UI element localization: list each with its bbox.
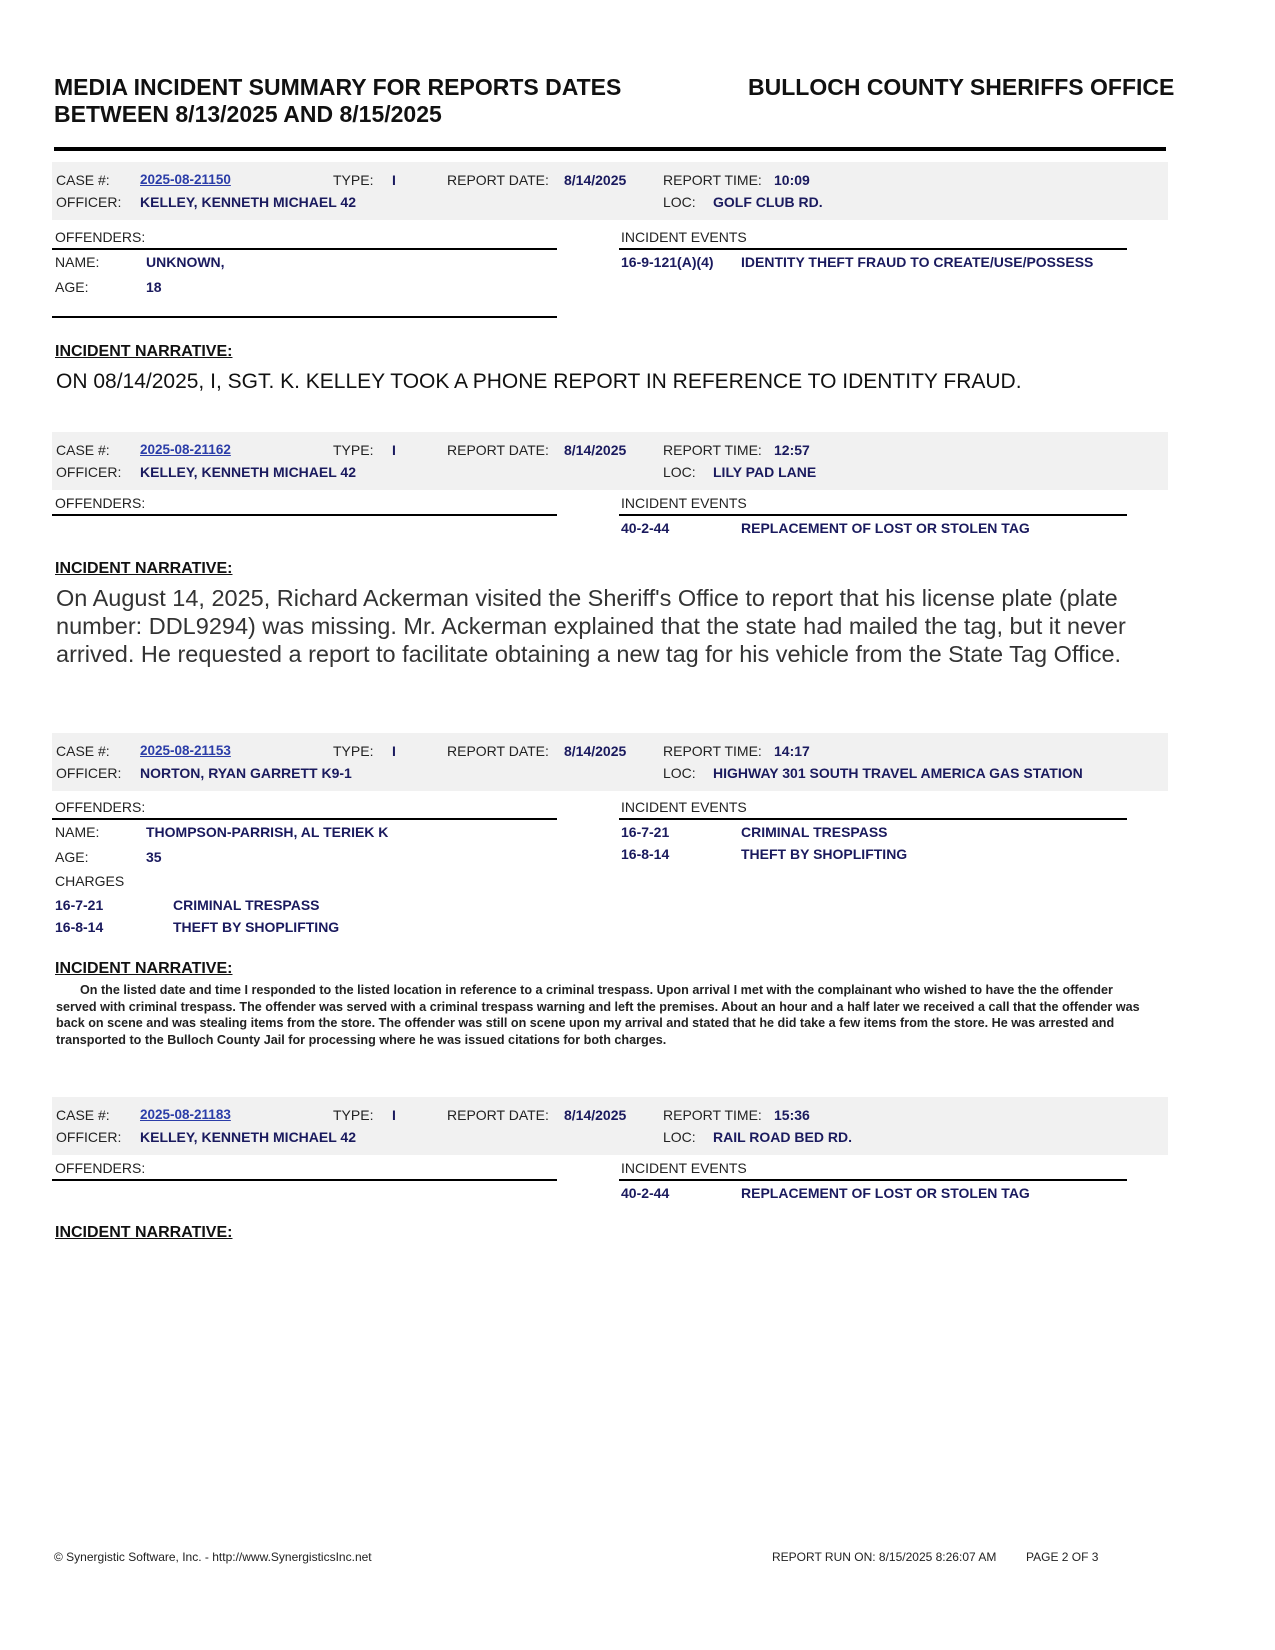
case-label: CASE #: (56, 442, 110, 458)
report-time-label: REPORT TIME: (663, 442, 762, 458)
officer-value: KELLEY, KENNETH MICHAEL 42 (140, 194, 356, 210)
report-time-label: REPORT TIME: (663, 743, 762, 759)
charge-code: 16-7-21 (55, 897, 104, 913)
offenders-label: OFFENDERS: (55, 229, 146, 245)
report-title-line2: BETWEEN 8/13/2025 AND 8/15/2025 (54, 101, 442, 127)
officer-value: KELLEY, KENNETH MICHAEL 42 (140, 464, 356, 480)
incident-events-rule (619, 1179, 1127, 1181)
case-header-band (52, 432, 1168, 490)
case-header-band (52, 162, 1168, 220)
officer-label: OFFICER: (56, 464, 122, 480)
incident-narrative-heading: INCIDENT NARRATIVE: (55, 560, 233, 577)
event-code: 40-2-44 (621, 520, 670, 536)
officer-value: KELLEY, KENNETH MICHAEL 42 (140, 1129, 356, 1145)
event-desc: IDENTITY THEFT FRAUD TO CREATE/USE/POSSESS (741, 254, 1094, 270)
charges-label: CHARGES (55, 873, 125, 889)
type-value: I (392, 442, 396, 458)
loc-label: LOC: (663, 765, 696, 781)
loc-value: RAIL ROAD BED RD. (713, 1129, 852, 1145)
type-label: TYPE: (333, 172, 374, 188)
report-date-value: 8/14/2025 (564, 442, 627, 458)
report-date-value: 8/14/2025 (564, 172, 627, 188)
report-date-label: REPORT DATE: (447, 1107, 549, 1123)
officer-label: OFFICER: (56, 1129, 122, 1145)
loc-label: LOC: (663, 194, 696, 210)
type-value: I (392, 1107, 396, 1123)
event-code: 16-9-121(A)(4) (621, 254, 714, 270)
case-label: CASE #: (56, 743, 110, 759)
offenders-rule (52, 514, 557, 516)
incident-events-rule (619, 818, 1127, 820)
incident-narrative-text: ON 08/14/2025, I, SGT. K. KELLEY TOOK A PHONE REPORT IN REFERENCE TO IDENTITY FRAUD. (56, 370, 1022, 393)
event-code: 16-8-14 (621, 846, 670, 862)
loc-value: LILY PAD LANE (713, 464, 817, 480)
type-label: TYPE: (333, 442, 374, 458)
incident-narrative-heading: INCIDENT NARRATIVE: (55, 1224, 233, 1241)
case-number-link[interactable]: 2025-08-21162 (140, 442, 231, 457)
header-rule (54, 147, 1166, 151)
case-header-band (52, 1097, 1168, 1155)
offenders-rule (52, 248, 557, 250)
officer-label: OFFICER: (56, 765, 122, 781)
report-time-label: REPORT TIME: (663, 172, 762, 188)
case-label: CASE #: (56, 1107, 110, 1123)
event-code: 40-2-44 (621, 1185, 670, 1201)
case-number-link[interactable]: 2025-08-21153 (140, 743, 231, 758)
charge-code: 16-8-14 (55, 919, 104, 935)
case-number-link[interactable]: 2025-08-21183 (140, 1107, 231, 1122)
case-label: CASE #: (56, 172, 110, 188)
offender-name-label: NAME: (55, 254, 100, 270)
offender-name-label: NAME: (55, 824, 100, 840)
event-desc: THEFT BY SHOPLIFTING (741, 846, 908, 862)
event-desc: REPLACEMENT OF LOST OR STOLEN TAG (741, 520, 1030, 536)
report-title-line1: MEDIA INCIDENT SUMMARY FOR REPORTS DATES (54, 74, 622, 100)
agency-name: BULLOCH COUNTY SHERIFFS OFFICE (748, 74, 1175, 100)
report-date-label: REPORT DATE: (447, 172, 549, 188)
charge-desc: THEFT BY SHOPLIFTING (173, 919, 340, 935)
report-time-label: REPORT TIME: (663, 1107, 762, 1123)
footer-page-number: PAGE 2 OF 3 (1026, 1550, 1099, 1564)
incident-narrative-heading: INCIDENT NARRATIVE: (55, 960, 233, 977)
report-time-value: 10:09 (774, 172, 810, 188)
loc-value: GOLF CLUB RD. (713, 194, 823, 210)
incident-events-rule (619, 248, 1127, 250)
type-label: TYPE: (333, 743, 374, 759)
incident-events-label: INCIDENT EVENTS (621, 1160, 747, 1176)
charge-desc: CRIMINAL TRESPASS (173, 897, 320, 913)
incident-narrative-text: On August 14, 2025, Richard Ackerman visited the Sheriff's Office to report that his license plate (plate number: DDL9294) was missing. Mr. Ackerman explained that the state had mailed the tag, but it never arrived. He requested a report to facilitate obtaining a new tag for his vehicle from the State Tag Office. (56, 585, 1126, 667)
type-value: I (392, 743, 396, 759)
incident-events-label: INCIDENT EVENTS (621, 799, 747, 815)
event-desc: CRIMINAL TRESPASS (741, 824, 888, 840)
offender-age-label: AGE: (55, 279, 89, 295)
report-date-label: REPORT DATE: (447, 442, 549, 458)
loc-label: LOC: (663, 1129, 696, 1145)
offenders-label: OFFENDERS: (55, 495, 146, 511)
officer-label: OFFICER: (56, 194, 122, 210)
offenders-label: OFFENDERS: (55, 1160, 146, 1176)
offenders-rule (52, 1179, 557, 1181)
loc-value: HIGHWAY 301 SOUTH TRAVEL AMERICA GAS STATION (713, 765, 1083, 781)
incident-events-label: INCIDENT EVENTS (621, 229, 747, 245)
type-value: I (392, 172, 396, 188)
offender-end-rule (52, 316, 557, 318)
case-number-link[interactable]: 2025-08-21150 (140, 172, 231, 187)
incident-narrative-heading: INCIDENT NARRATIVE: (55, 343, 233, 360)
footer-copyright: © Synergistic Software, Inc. - http://www.SynergisticsInc.net (54, 1550, 372, 1564)
loc-label: LOC: (663, 464, 696, 480)
offender-age-value: 35 (146, 849, 162, 865)
officer-value: NORTON, RYAN GARRETT K9-1 (140, 765, 352, 781)
report-date-value: 8/14/2025 (564, 1107, 627, 1123)
event-desc: REPLACEMENT OF LOST OR STOLEN TAG (741, 1185, 1030, 1201)
report-date-value: 8/14/2025 (564, 743, 627, 759)
report-date-label: REPORT DATE: (447, 743, 549, 759)
footer-run-on: REPORT RUN ON: 8/15/2025 8:26:07 AM (772, 1550, 997, 1564)
offender-age-value: 18 (146, 279, 162, 295)
type-label: TYPE: (333, 1107, 374, 1123)
incident-events-rule (619, 514, 1127, 516)
event-code: 16-7-21 (621, 824, 670, 840)
report-time-value: 15:36 (774, 1107, 810, 1123)
offenders-label: OFFENDERS: (55, 799, 146, 815)
offender-name-value: THOMPSON-PARRISH, AL TERIEK K (146, 824, 389, 840)
report-time-value: 14:17 (774, 743, 810, 759)
offender-age-label: AGE: (55, 849, 89, 865)
offender-name-value: UNKNOWN, (146, 254, 225, 270)
incident-events-label: INCIDENT EVENTS (621, 495, 747, 511)
incident-narrative-text: On the listed date and time I responded to the listed location in reference to a criminal trespass. Upon arrival I met with the complainant who wished to have the the offender served with criminal trespass. The offender was served with a criminal trespass warning and left the premises. About an hour and a half later we received a call that the offender was back on scene and was stealing items from the store. The offender was still on scene upon my arrival and stated that he did take a few items from the store. He was arrested and transported to the Bulloch County Jail for processing where he was issued citations for both charges. (56, 983, 1140, 1047)
case-header-band (52, 733, 1168, 791)
report-time-value: 12:57 (774, 442, 810, 458)
offenders-rule (52, 818, 557, 820)
